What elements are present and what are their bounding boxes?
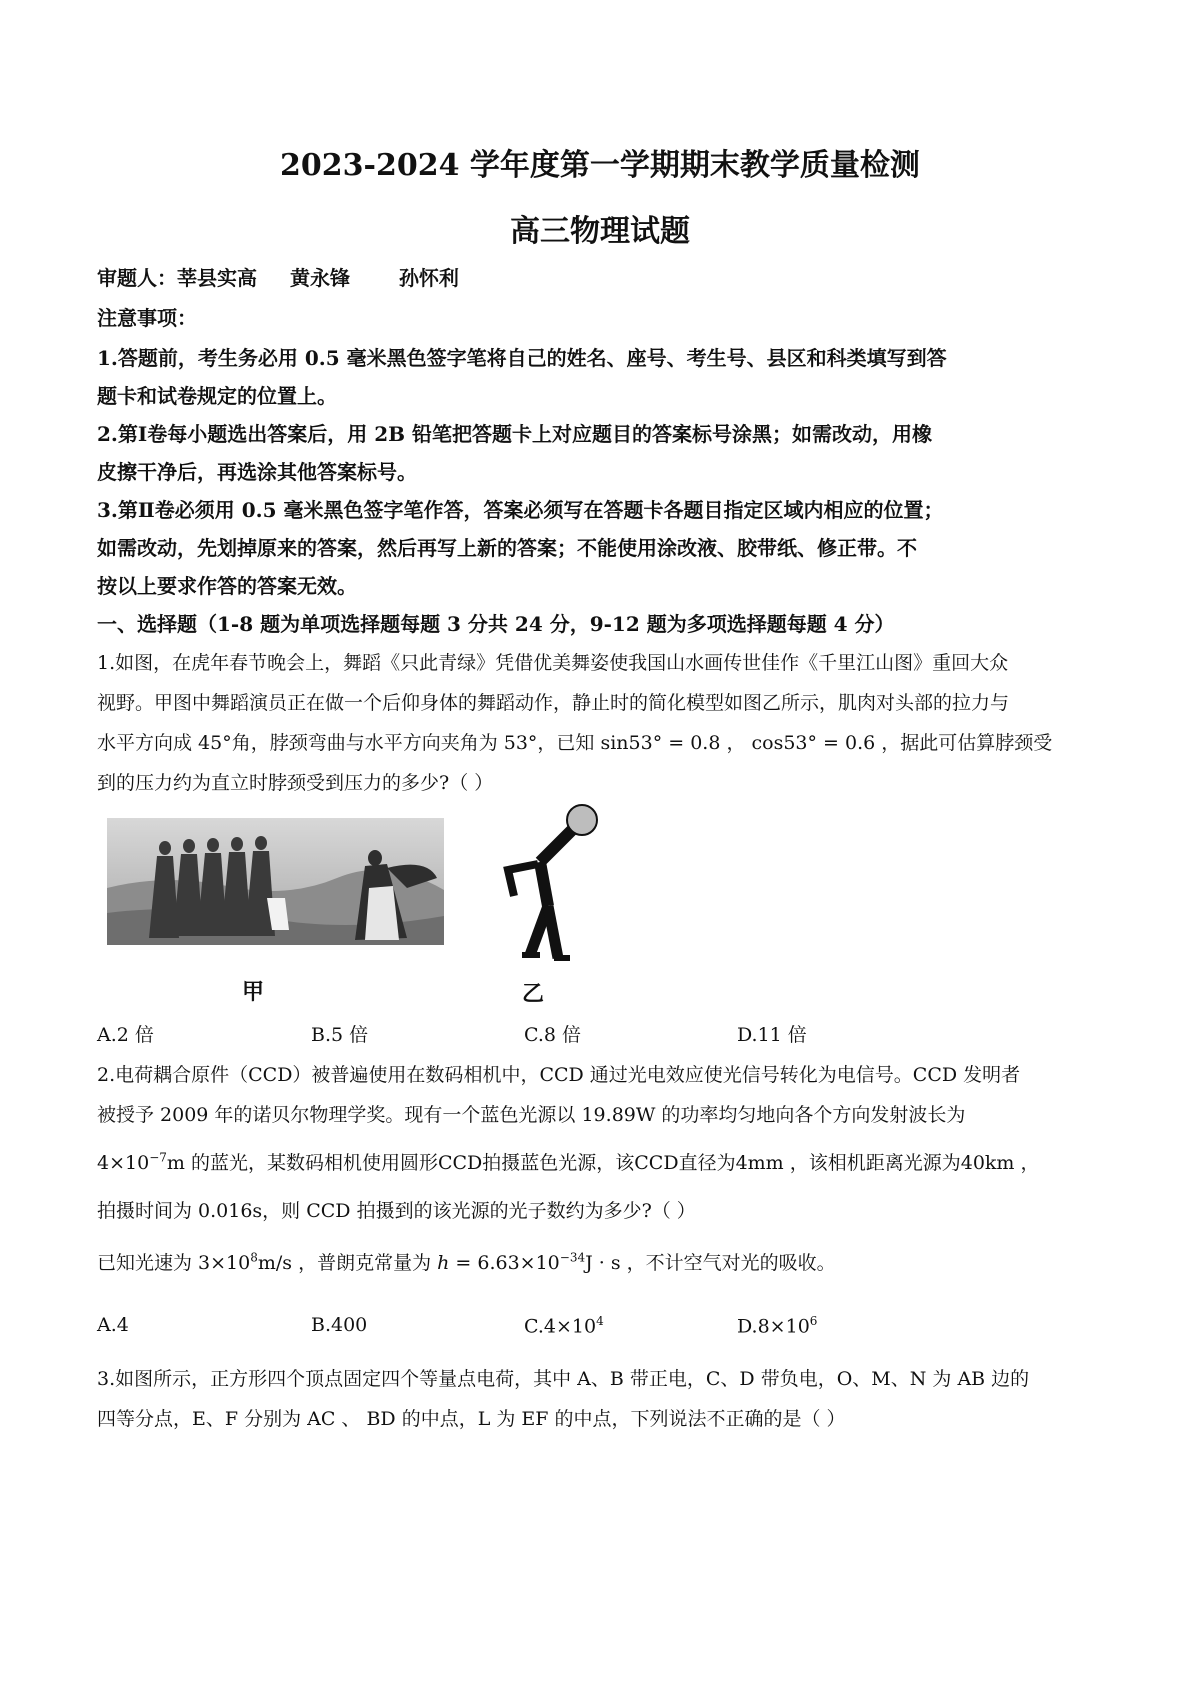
option-d[interactable]: D.11 倍 [737, 1024, 807, 1046]
note-1-line: 1.答题前，考生务必用 0.5 毫米黑色签字笔将自己的姓名、座号、考生号、县区和科类填写到答 [97, 346, 947, 370]
option-d-base: D.8×10 [737, 1315, 810, 1338]
planck-symbol: h [437, 1252, 450, 1274]
option-c-exponent: 4 [596, 1314, 604, 1328]
planck-unit: J · s ，不计空气对光的吸收。 [585, 1252, 836, 1274]
question-1-text: 视野。甲图中舞蹈演员正在做一个后仰身体的舞蹈动作，静止时的简化模型如图乙所示，肌肉对头部的拉力与 [97, 692, 1010, 714]
wavelength-exponent: −7 [149, 1150, 167, 1165]
note-3-line: 如需改动，先划掉原来的答案，然后再写上新的答案；不能使用涂改液、胶带纸、修正带。不 [97, 536, 917, 560]
reviewers-label: 审题人：莘县实高 [97, 266, 257, 290]
question-2-text: 2.电荷耦合原件（CCD）被普遍使用在数码相机中，CCD 通过光电效应使光信号转化为电信号。CCD 发明者 [97, 1064, 1021, 1086]
notes-heading: 注意事项： [97, 306, 197, 330]
note-3-line: 按以上要求作答的答案无效。 [97, 574, 357, 598]
wavelength-base: 4×10 [97, 1152, 150, 1174]
option-a[interactable]: A.4 [97, 1314, 129, 1336]
question-1-text: 水平方向成 45°角，脖颈弯曲与水平方向夹角为 53°，已知 sin53° = 0.8 ， cos53° = 0.6 ，据此可估算脖颈受 [97, 732, 1053, 754]
option-b[interactable]: B.5 倍 [311, 1024, 369, 1046]
planck-value: = 6.63×10 [449, 1252, 560, 1274]
exam-title: 2023-2024 学年度第一学期期末教学质量检测 [280, 148, 920, 183]
question-3-text: 四等分点，E、F 分别为 AC 、 BD 的中点，L 为 EF 的中点，下列说法不正确的是（ ） [97, 1408, 846, 1430]
light-speed-text: 已知光速为 3×10 [97, 1252, 251, 1274]
figure-a-caption: 甲 [242, 979, 265, 1005]
reviewers-line [97, 262, 1117, 291]
question-2-constants [97, 1248, 1117, 1275]
question-1-text: 1.如图，在虎年春节晚会上，舞蹈《只此青绿》凭借优美舞姿使我国山水画传世佳作《千里江山图》重回大众 [97, 652, 1009, 674]
option-c[interactable]: C.8 倍 [524, 1024, 582, 1046]
note-1-line: 题卡和试卷规定的位置上。 [97, 384, 337, 408]
planck-label: m/s ，普朗克常量为 [257, 1252, 438, 1274]
question-2-text-rest: m 的蓝光，某数码相机使用圆形CCD拍摄蓝色光源，该CCD直径为4mm ，该相机距离光源为40km ， [166, 1152, 1040, 1174]
planck-exponent: −34 [559, 1250, 586, 1265]
figure-b-caption: 乙 [522, 981, 545, 1007]
dancers-photo [107, 818, 444, 945]
reviewer-name: 孙怀利 [398, 266, 459, 290]
question-2-text [97, 1148, 1117, 1175]
exam-subtitle: 高三物理试题 [510, 214, 690, 249]
light-speed-exponent: 8 [250, 1250, 258, 1265]
note-3-line: 3.第Ⅱ卷必须用 0.5 毫米黑色签字笔作答，答案必须写在答题卡各题目指定区域内相应的位置； [97, 498, 944, 522]
option-d-exponent: 6 [809, 1314, 818, 1328]
section-heading: 一、选择题（1-8 题为单项选择题每题 3 分共 24 分，9-12 题为多项选择题每题 4 分） [97, 612, 895, 636]
note-2-line: 皮擦干净后，再选涂其他答案标号。 [97, 460, 417, 484]
question-3-text: 3.如图所示，正方形四个顶点固定四个等量点电荷，其中 A、B 带正电，C、D 带负电，O、M、N 为 AB 边的 [97, 1368, 1030, 1390]
question-2-text: 被授予 2009 年的诺贝尔物理学奖。现有一个蓝色光源以 19.89W 的功率均匀地向各个方向发射波长为 [97, 1104, 966, 1126]
option-b[interactable]: B.400 [311, 1314, 368, 1336]
option-c-base: C.4×10 [524, 1315, 597, 1338]
stick-figure-diagram [500, 800, 610, 970]
option-c[interactable] [524, 1314, 604, 1337]
option-a[interactable]: A.2 倍 [97, 1024, 154, 1046]
note-2-line: 2.第Ⅰ卷每小题选出答案后，用 2B 铅笔把答题卡上对应题目的答案标号涂黑；如需改动，用橡 [97, 422, 932, 446]
reviewer-name: 黄永锋 [289, 266, 350, 290]
question-1-text: 到的压力约为直立时脖颈受到压力的多少?（ ） [97, 772, 494, 794]
question-2-text: 拍摄时间为 0.016s，则 CCD 拍摄到的该光源的光子数约为多少?（ ） [97, 1200, 696, 1222]
option-d[interactable] [737, 1314, 817, 1337]
